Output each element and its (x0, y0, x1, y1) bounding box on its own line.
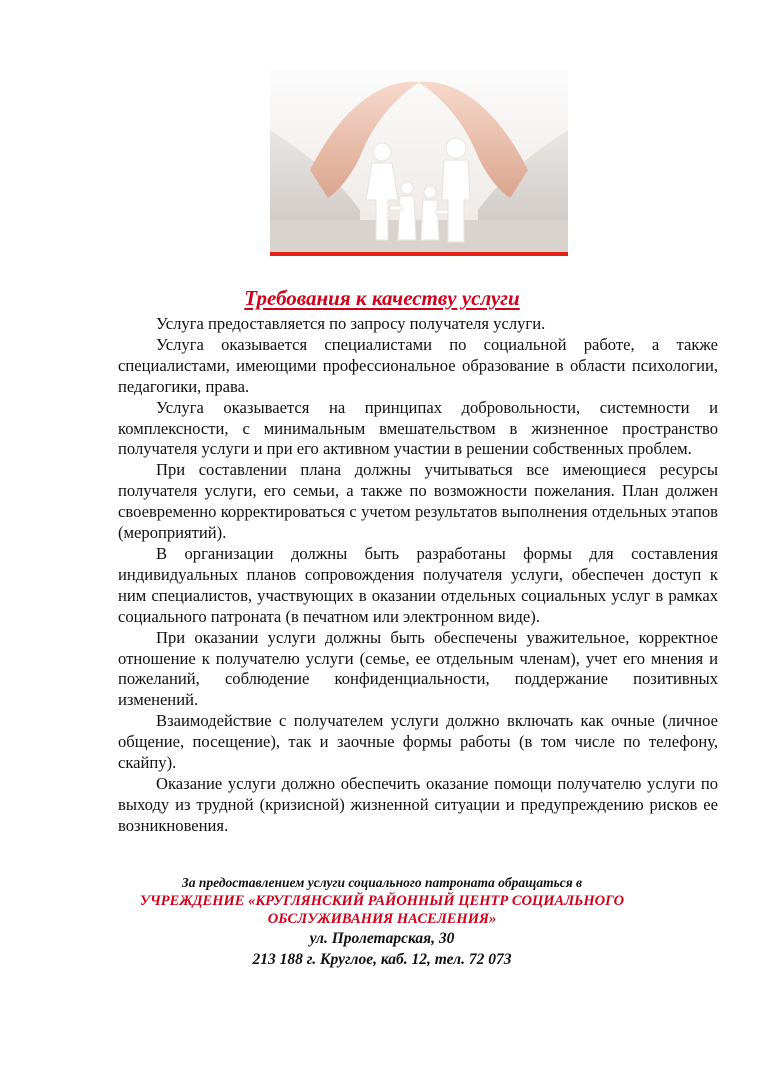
organization-name-continued: ОБСЛУЖИВАНИЯ НАСЕЛЕНИЯ» (267, 911, 497, 927)
contact-block (0, 874, 764, 970)
street-address: ул. Пролетарская, 30 (309, 930, 455, 947)
accent-divider (270, 252, 568, 256)
paragraph: При составлении плана должны учитываться все имеющиеся ресурсы получателя услуги, его семьи, а также по возможности пожелания. План должен своевременно корректироваться с учетом результатов выполнения отдельных этапов (мероприятий). (118, 460, 718, 543)
paragraph: При оказании услуги должны быть обеспечены уважительное, корректное отношение к получателю услуги (семье, ее отдельным членам), учет его мнения и пожеланий, соблюдение конфиденциальности, поддержание позитивных изменений. (118, 627, 718, 710)
hero-illustration (270, 70, 568, 252)
paragraph: В организации должны быть разработаны формы для составления индивидуальных планов сопровождения получателя услуги, обеспечен доступ к ним специалистов, участвующих в оказании отдельных социальных услуг в рамках социального патроната (в печатном или электронном виде). (118, 543, 718, 626)
requirements-body (118, 314, 718, 837)
organization-name: УЧРЕЖДЕНИЕ «КРУГЛЯНСКИЙ РАЙОННЫЙ ЦЕНТР СОЦИАЛЬНОГО (139, 893, 625, 909)
paragraph: Услуга предоставляется по запросу получателя услуги. (156, 314, 546, 333)
family-protected-by-hands-image (270, 70, 568, 252)
paragraph: Услуга оказывается на принципах добровольности, системности и комплексности, с минимальным вмешательством в жизненное пространство получателя услуги и при его активном участии в решении собственных проблем. (118, 397, 718, 459)
contact-intro: За предоставлением услуги социального патроната обращаться в (181, 875, 583, 890)
page-title: Требования к качеству услуги (244, 286, 520, 310)
paragraph: Оказание услуги должно обеспечить оказание помощи получателю услуги по выходу из трудной (кризисной) жизненной ситуации и предупреждению рисков ее возникновения. (118, 773, 718, 835)
paragraph: Взаимодействие с получателем услуги должно включать как очные (личное общение, посещение), так и заочные формы работы (в том числе по телефону, скайпу). (118, 711, 718, 773)
paragraph: Услуга оказывается специалистами по социальной работе, а также специалистами, имеющими профессиональное образование в области психологии, педагогики, права. (118, 334, 718, 396)
city-phone-line: 213 188 г. Круглое, каб. 12, тел. 72 073 (252, 951, 512, 968)
